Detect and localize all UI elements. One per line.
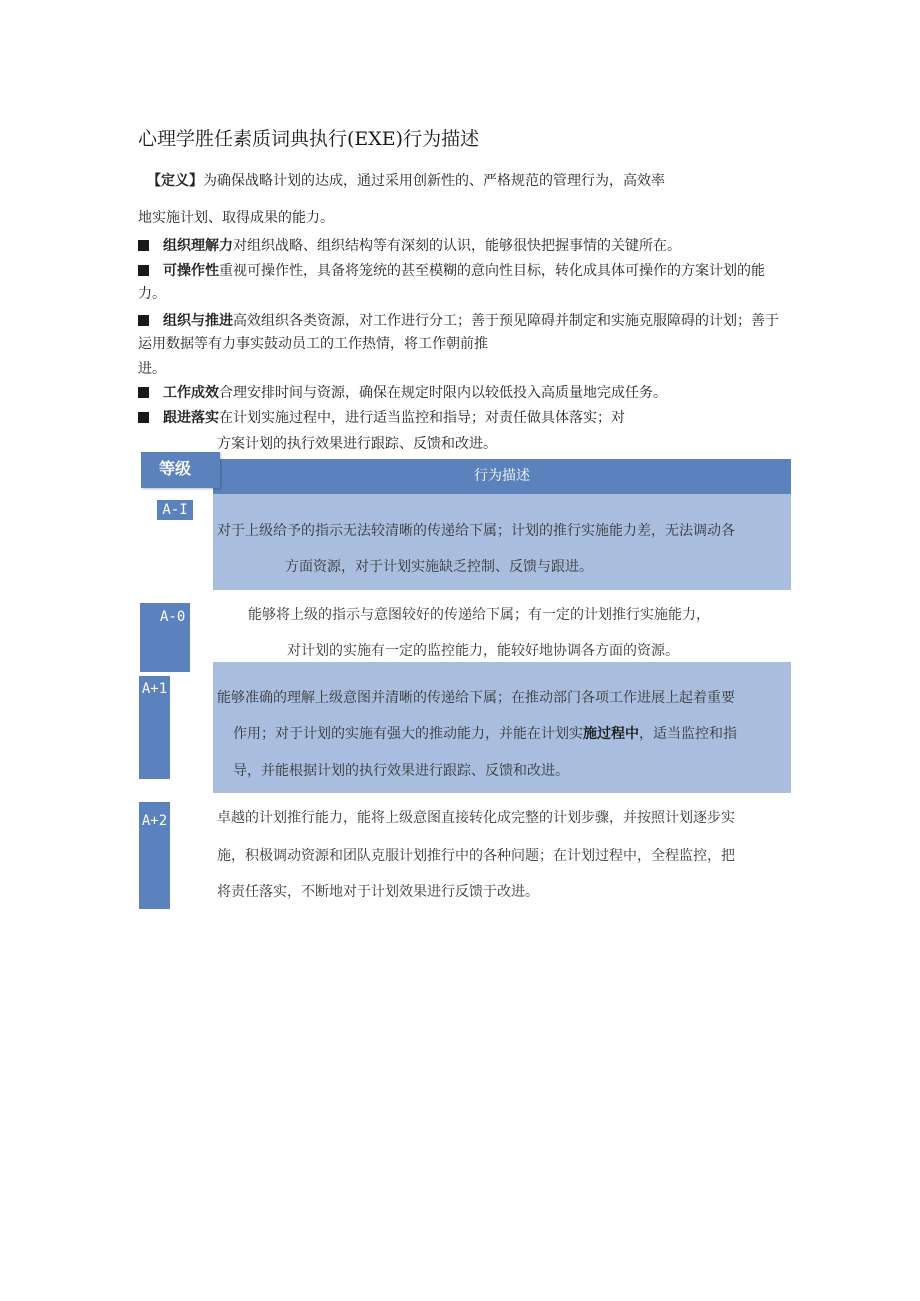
bullet-item bbox=[138, 382, 792, 405]
bullet-item bbox=[138, 260, 792, 306]
bullet-text: 对组织战略、组织结构等有深刻的认识，能够很快把握事情的关键所在。 bbox=[233, 238, 681, 254]
grade-badge: A+2 bbox=[139, 802, 170, 909]
row-text-emphasis: 施过程中 bbox=[583, 726, 639, 742]
grade-badge: A-I bbox=[157, 500, 193, 520]
bullet-text-end: 进。 bbox=[138, 361, 166, 377]
row-description-line: 能够将上级的指示与意图较好的传递给下属；有一定的计划推行实施能力， bbox=[248, 607, 710, 623]
bullet-item bbox=[138, 407, 792, 430]
bullet-square-icon bbox=[138, 387, 149, 398]
bullet-text-continued: 方案计划的执行效果进行跟踪、反馈和改进。 bbox=[217, 436, 497, 452]
row-text-part: 作用；对于计划的实施有强大的推动能力，并能在计划实 bbox=[233, 726, 583, 742]
row-description-line: 方面资源，对于计划实施缺乏控制、反馈与跟进。 bbox=[285, 559, 593, 575]
definition-line-2: 地实施计划、取得成果的能力。 bbox=[138, 210, 334, 226]
row-description-line: 能够准确的理解上级意图并清晰的传递给下属；在推动部门各项工作进展上起着重要 bbox=[217, 690, 735, 706]
bullet-text: 在计划实施过程中，进行适当监控和指导；对责任做具体落实；对 bbox=[219, 410, 625, 426]
table-header-description: 行为描述 bbox=[213, 459, 791, 494]
row-text-part: ，适当监控和指 bbox=[639, 726, 737, 742]
table-header-grade: 等级 bbox=[141, 452, 220, 488]
definition-line-1 bbox=[147, 170, 665, 190]
bullet-item bbox=[138, 310, 792, 356]
definition-text-1: 为确保战略计划的达成，通过采用创新性的、严格规范的管理行为，高效率 bbox=[203, 173, 665, 189]
bullet-term: 工作成效 bbox=[163, 385, 219, 401]
row-description-line: 施，积极调动资源和团队克服计划推行中的各种问题；在计划过程中，全程监控，把 bbox=[217, 848, 735, 864]
page-title: 心理学胜任素质词典执行(EXE)行为描述 bbox=[138, 128, 480, 150]
row-description-line: 对于上级给予的指示无法较清晰的传递给下属；计划的推行实施能力差，无法调动各 bbox=[217, 523, 735, 539]
bullet-term: 组织理解力 bbox=[163, 238, 233, 254]
row-description-line: 导，并能根据计划的执行效果进行跟踪、反馈和改进。 bbox=[233, 763, 569, 779]
grade-badge: A-0 bbox=[140, 603, 190, 672]
row-description-line: 卓越的计划推行能力，能将上级意图直接转化成完整的计划步骤，并按照计划逐步实 bbox=[217, 810, 735, 826]
bullet-term: 组织与推进 bbox=[163, 313, 233, 329]
bullet-square-icon bbox=[138, 315, 149, 326]
row-description-line bbox=[233, 723, 737, 743]
grade-badge: A+1 bbox=[139, 676, 170, 779]
definition-label: 【定义】 bbox=[147, 173, 203, 189]
row-description-line: 对计划的实施有一定的监控能力，能较好地协调各方面的资源。 bbox=[287, 643, 679, 659]
bullet-square-icon bbox=[138, 265, 149, 276]
bullet-text: 合理安排时间与资源，确保在规定时限内以较低投入高质量地完成任务。 bbox=[219, 385, 667, 401]
bullet-term: 跟进落实 bbox=[163, 410, 219, 426]
bullet-item bbox=[138, 235, 792, 258]
bullet-term: 可操作性 bbox=[163, 263, 219, 279]
bullet-square-icon bbox=[138, 240, 149, 251]
row-description-line: 将责任落实，不断地对于计划效果进行反馈于改进。 bbox=[217, 884, 539, 900]
bullet-square-icon bbox=[138, 412, 149, 423]
bullet-text: 高效组织各类资源，对工作进行分工；善于预见障碍并制定和实施克服障碍的计划；善于运用数据等有力事实鼓动员工的工作热情，将工作朝前推 bbox=[138, 313, 779, 352]
bullet-text: 重视可操作性，具备将笼统的甚至模糊的意向性目标，转化成具体可操作的方案计划的能力。 bbox=[138, 263, 765, 302]
